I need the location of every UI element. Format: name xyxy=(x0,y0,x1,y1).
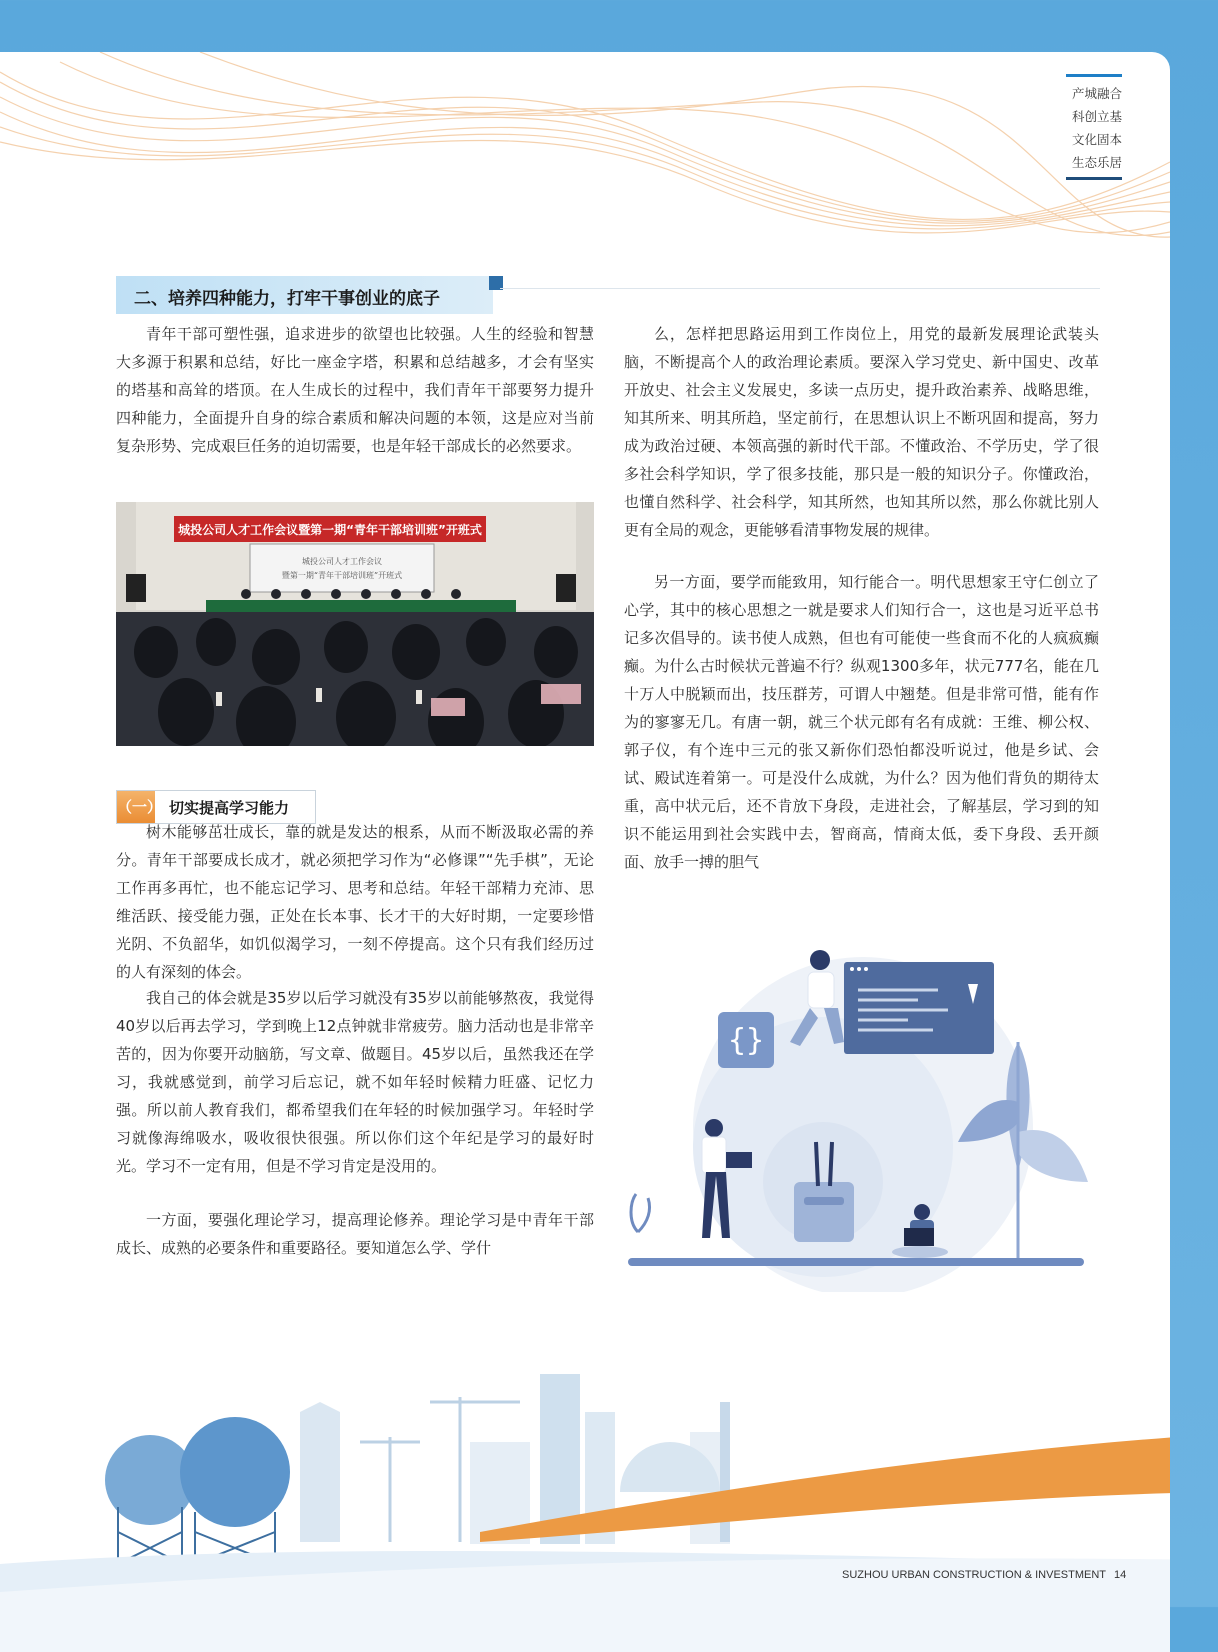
heading-rule xyxy=(500,288,1100,289)
section-title: 二、培养四种能力，打牢干事创业的底子 xyxy=(134,289,440,309)
body-paragraph: 一方面，要强化理论学习，提高理论修养。理论学习是中青年干部成长、成熟的必要条件和重要路径。要知道怎么学、学什 xyxy=(116,1211,594,1257)
screen-line-1: 城投公司人才工作会议 xyxy=(302,557,382,566)
nav-item[interactable]: 文化固本 xyxy=(1071,132,1122,147)
body-paragraph: 么，怎样把思路运用到工作岗位上，用党的最新发展理论武装头脑，不断提高个人的政治理论素质。要深入学习党史、新中国史、改革开放史、社会主义发展史，多读一点历史，提升政治素养、战略思维，知其所来、明其所趋，坚定前行，在思想认识上不断巩固和提高，努力成为政治过硬、本领高强的新时代干部。不懂政治、不学历史，学了很多社会科学知识，学了很多技能，那只是一般的知识分子。你懂政治，也懂自然科学、社会科学，知其所然，也知其所以然，那么你就比别人更有全局的观念，更能够看清事物发展的规律。 xyxy=(624,325,1099,539)
section-nav xyxy=(1066,74,1122,180)
nav-divider-top xyxy=(1066,74,1122,77)
screen-line-2: 暨第一期“青年干部培训班”开班式 xyxy=(281,571,403,580)
magazine-page xyxy=(0,52,1170,1652)
intro-paragraph: 青年干部可塑性强，追求进步的欲望也比较强。人生的经验和智慧大多源于积累和总结，好比一座金字塔，积累和总结越多，才会有坚实的塔基和高耸的塔顶。在人生成长的过程中，我们青年干部要努力提升四种能力，全面提升自身的综合素质和解决问题的本领，这是应对当前复杂形势、完成艰巨任务的迫切需要，也是年轻干部成长的必然要求。 xyxy=(116,325,594,455)
meeting-photo xyxy=(116,502,594,746)
body-paragraph: 树木能够茁壮成长，靠的就是发达的根系，从而不断汲取必需的养分。青年干部要成长成才，就必须把学习作为“必修课”“先手棋”，无论工作再多再忙，也不能忘记学习、思考和总结。年轻干部精力充沛、思维活跃、接受能力强，正处在长本事、长才干的大好时期，一定要珍惜光阴、不负韶华，如饥似渴学习，一刻不停提高。这个只有我们经历过的人有深刻的体会。 xyxy=(116,823,594,981)
page-footer xyxy=(842,1569,1126,1581)
subsection-number: （一） xyxy=(117,791,155,823)
nav-item[interactable]: 生态乐居 xyxy=(1071,155,1122,170)
nav-item[interactable]: 科创立基 xyxy=(1071,109,1122,124)
nav-divider-bottom xyxy=(1066,177,1122,180)
city-skyline-illustration xyxy=(0,1302,1170,1652)
body-paragraph: 我自己的体会就是35岁以后学习就没有35岁以前能够熬夜，我觉得40岁以后再去学习，学到晚上12点钟就非常疲劳。脑力活动也是非常辛苦的，因为你要开动脑筋，写文章、做题目。45岁以后，虽然我还在学习，我就感觉到，前学习后忘记，就不如年轻时候精力旺盛、记忆力强。所以前人教育我们，都希望我们在年轻的时候加强学习。年轻时学习就像海绵吸水，吸收很快很强。所以你们这个年纪是学习的最好时光。学习不一定有用，但是不学习肯定是没用的。 xyxy=(116,989,594,1175)
subsection-title: 切实提高学习能力 xyxy=(169,799,290,817)
banner-text: 城投公司人才工作会议暨第一期“青年干部培训班”开班式 xyxy=(178,523,482,537)
nav-item[interactable]: 产城融合 xyxy=(1071,86,1122,101)
decorative-wave-lines xyxy=(0,52,1170,282)
section-heading xyxy=(116,276,493,314)
learning-illustration xyxy=(618,932,1118,1292)
body-paragraph: 另一方面，要学而能致用，知行能合一。明代思想家王守仁创立了心学，其中的核心思想之一就是要求人们知行合一，这也是习近平总书记多次倡导的。读书使人成熟，但也有可能使一些食而不化的人疯疯癫癫。为什么古时候状元普遍不行？纵观1300多年，状元777名，能在几十万人中脱颖而出，技压群芳，可谓人中翘楚。但是非常可惜，能有作为的寥寥无几。有唐一朝，就三个状元郎有名有成就：王维、柳公权、郭子仪，有个连中三元的张又新你们恐怕都没听说过，他是乡试、会试、殿试连着第一。可是没什么成就，为什么？因为他们背负的期待太重，高中状元后，还不肯放下身段，走进社会，了解基层，学习到的知识不能运用到社会实践中去，智商高，情商太低，委下身段、丢开颜面、放手一搏的胆气 xyxy=(624,573,1099,871)
svg-text:{}: {} xyxy=(727,1023,765,1058)
footer-publication: SUZHOU URBAN CONSTRUCTION & INVESTMENT xyxy=(842,1569,1107,1581)
page-number: 14 xyxy=(1114,1569,1127,1581)
